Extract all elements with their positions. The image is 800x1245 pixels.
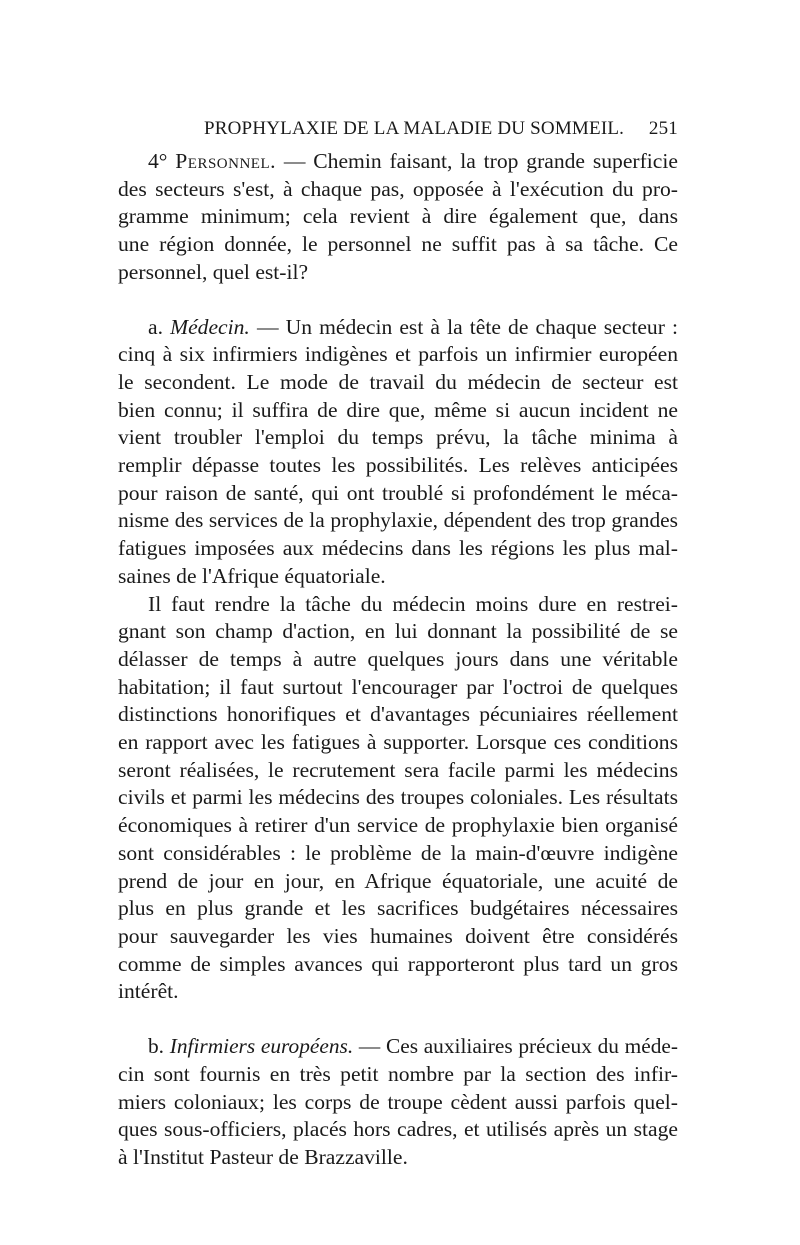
paragraph-medecin — [118, 314, 678, 591]
text-line: des secteurs s'est, à chaque pas, opposée à l'exécution du pro- — [118, 176, 678, 201]
text-line: délasser de temps à autre quelques jours dans une véritable — [118, 646, 678, 671]
text-line: Il faut rendre la tâche du médecin moins dure en restrei- — [148, 591, 678, 616]
page-number: 251 — [648, 118, 678, 139]
text-line: fatigues imposées aux médecins dans les régions les plus mal- — [118, 536, 678, 561]
text-line: seront réalisées, le recrutement sera facile parmi les médecins — [118, 757, 678, 782]
text-line: prend de jour en jour, en Afrique équatoriale, une acuité de — [118, 868, 678, 893]
book-page — [118, 118, 678, 1172]
subsection-heading: Infirmiers européens. — [169, 1034, 354, 1059]
text-line: le secondent. Le mode de travail du médecin de secteur est — [118, 369, 678, 394]
text-line: gramme minimum; cela revient à dire également que, dans — [118, 204, 678, 229]
line-text: — Ces auxiliaires précieux du méde- — [358, 1034, 678, 1059]
text-line: pour raison de santé, qui ont troublé si profondément le méca- — [118, 480, 678, 505]
text-line: distinctions honorifiques et d'avantages pécuniaires réellement — [118, 702, 678, 727]
text-line: civils et parmi les médecins des troupes coloniales. Les résultats — [118, 785, 678, 810]
text-line: ques sous-officiers, placés hors cadres, et utilisés après un stage — [118, 1117, 678, 1142]
text-line: plus en plus grande et les sacrifices budgétaires nécessaires — [118, 896, 678, 921]
line-text: — Chemin faisant, la trop grande superficie — [283, 149, 678, 173]
section-number: 4° — [148, 149, 168, 173]
body-text — [118, 148, 678, 1172]
paragraph-gap — [118, 287, 678, 314]
paragraph-medecin-2 — [118, 591, 678, 1007]
text-line: cinq à six infirmiers indigènes et parfois un infirmier européen — [118, 342, 678, 367]
subsection-heading: Médecin. — [170, 314, 250, 339]
text-line: comme de simples avances qui rapporteront plus tard un gros — [118, 951, 678, 976]
text-line: pour sauvegarder les vies humaines doivent être considérés — [118, 923, 678, 948]
running-title: PROPHYLAXIE DE LA MALADIE DU SOMMEIL. — [204, 118, 625, 139]
text-line: intérêt. — [118, 979, 179, 1004]
line-text: — Un médecin est à la tête de chaque secteur : — [256, 314, 679, 339]
text-line — [118, 314, 678, 342]
text-line: remplir dépasse toutes les possibilités. Les relèves anticipées — [118, 453, 678, 478]
paragraph-gap — [118, 1006, 678, 1033]
paragraph-infirmiers — [118, 1033, 678, 1172]
text-line: nisme des services de la prophylaxie, dépendent des trop grandes — [118, 508, 678, 533]
section-heading: Personnel. — [175, 149, 277, 173]
text-line: bien connu; il suffira de dire que, même si aucun incident ne — [118, 397, 678, 422]
page-header — [118, 118, 678, 148]
text-line: vient troubler l'emploi du temps prévu, la tâche minima à — [118, 425, 678, 450]
text-line: habitation; il faut surtout l'encourager par l'octroi de quelques — [118, 674, 678, 699]
subsection-label: a. — [148, 314, 163, 339]
text-line: saines de l'Afrique équatoriale. — [118, 563, 386, 588]
text-line: une région donnée, le personnel ne suffit pas à sa tâche. Ce — [118, 232, 678, 257]
text-line: à l'Institut Pasteur de Brazzaville. — [118, 1144, 408, 1169]
text-line — [118, 1033, 678, 1061]
text-line: économiques à retirer d'un service de prophylaxie bien organisé — [118, 813, 678, 838]
text-line: en rapport avec les fatigues à supporter. Lorsque ces conditions — [118, 730, 678, 755]
text-line: cin sont fournis en très petit nombre par la section des infir- — [118, 1061, 678, 1086]
text-line — [118, 148, 678, 176]
text-line: miers coloniaux; les corps de troupe cèdent aussi parfois quel- — [118, 1089, 678, 1114]
text-line: personnel, quel est-il? — [118, 259, 309, 284]
text-line: gnant son champ d'action, en lui donnant la possibilité de se — [118, 619, 678, 644]
paragraph-personnel — [118, 148, 678, 287]
text-line: sont considérables : le problème de la main-d'œuvre indigène — [118, 840, 678, 865]
subsection-label: b. — [148, 1034, 165, 1059]
